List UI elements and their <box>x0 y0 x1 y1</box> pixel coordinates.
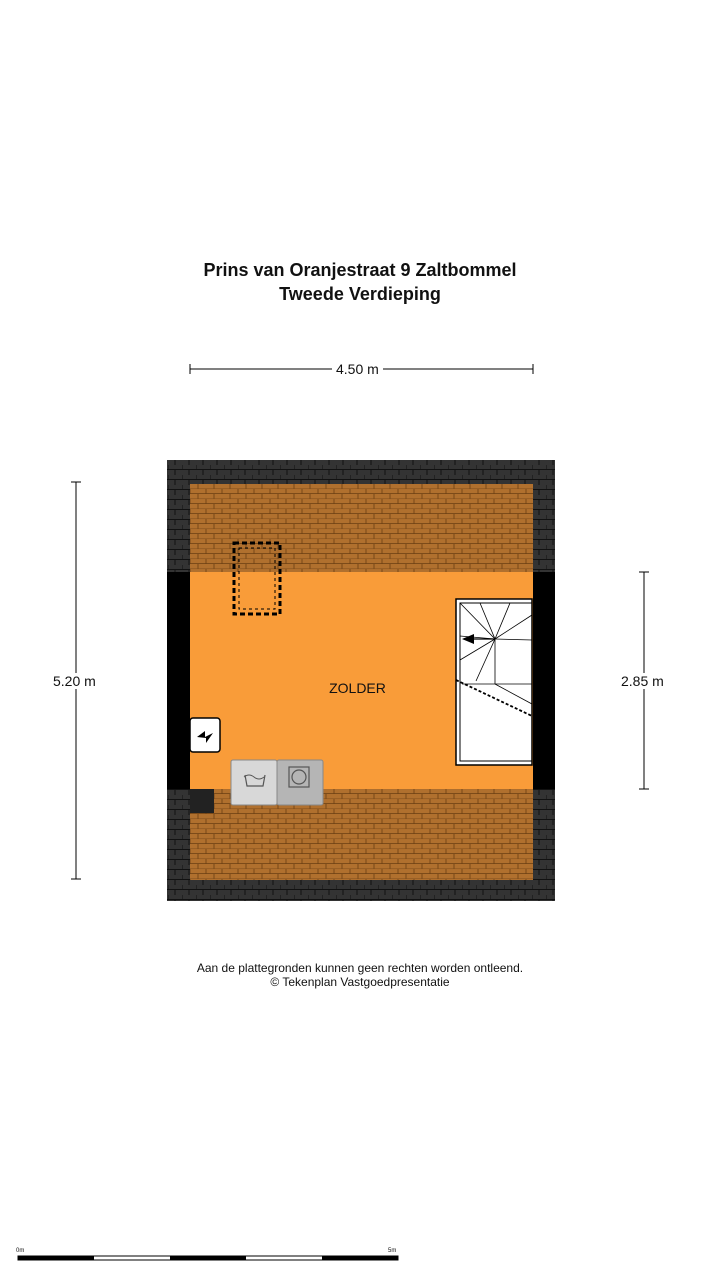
disclaimer-text: Aan de plattegronden kunnen geen rechten worden ontleend. <box>196 961 524 975</box>
scale-start-label: 0m <box>16 1248 25 1254</box>
dryer <box>277 760 323 805</box>
roof-slope-top <box>190 484 533 572</box>
total-depth-dimension-label: 5.20 m <box>53 673 96 689</box>
width-dimension-label: 4.50 m <box>332 361 383 377</box>
washing-machine <box>231 760 277 805</box>
wall-left <box>167 572 190 789</box>
wall-right <box>533 572 555 789</box>
room-label-zolder: ZOLDER <box>329 680 386 696</box>
boiler-unit <box>190 718 220 752</box>
scale-end-label: 5m <box>388 1248 397 1254</box>
scale-bar <box>18 1256 398 1260</box>
plan-floor-title: Tweede Verdieping <box>279 284 441 304</box>
copyright-text: © Tekenplan Vastgoedpresentatie <box>270 975 450 989</box>
plan-address-title: Prins van Oranjestraat 9 Zaltbommel <box>203 260 517 280</box>
staircase <box>456 599 532 765</box>
room-depth-dimension-label: 2.85 m <box>621 673 664 689</box>
chimney-block <box>190 789 214 813</box>
